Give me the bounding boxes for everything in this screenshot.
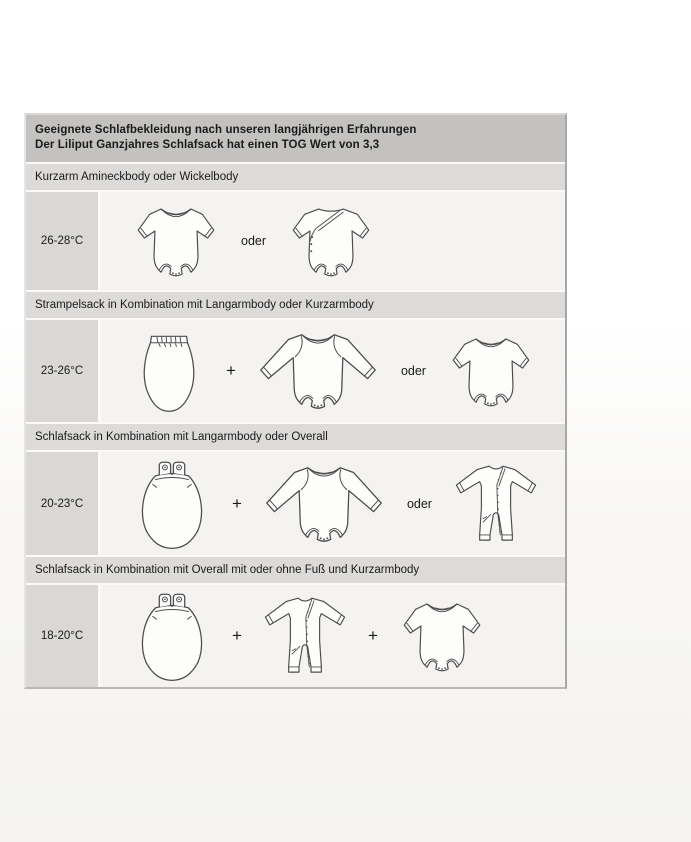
table-body [26,162,565,687]
connector-oder: oder [241,234,267,248]
overall-icon [453,456,539,552]
section-title: Strampelsack in Kombination mit Langarmbody oder Kurzarmbody [35,299,374,311]
row-content [101,192,565,290]
schlafsack-icon [132,458,212,554]
kurzarmbody-icon [132,202,220,281]
row-content [101,585,565,687]
connector-plus: + [226,361,236,380]
connector-plus: + [367,626,378,645]
table-title [26,115,565,162]
table-title-line2: Der Liliput Ganzjahres Schlafsack hat einen TOG Wert von 3,3 [35,139,380,151]
table-row [26,450,565,555]
connector-plus: + [232,626,242,645]
connector-oder: oder [406,496,432,511]
temperature-section [26,290,565,422]
connector-plus: + [232,493,242,513]
strampelsack-icon [132,327,206,415]
section-title: Schlafsack in Kombination mit Langarmbody oder Overall [35,431,328,443]
section-title: Kurzarm Amineckbody oder Wickelbody [35,171,239,183]
schlafsack-icon [132,590,212,686]
section-header [26,290,565,318]
table-title-line1: Geeignete Schlafbekleidung nach unseren langjährigen Erfahrungen [35,124,417,136]
langarmbody-icon [262,460,386,548]
temperature-section [26,162,565,290]
table-row [26,190,565,290]
temperature-label: 26-28°C [26,192,101,290]
kurzarmbody-icon [447,332,535,411]
sleepwear-table [24,113,567,689]
section-title: Schlafsack in Kombination mit Overall mit oder ohne Fuß und Kurzarmbody [35,564,420,576]
kurzarmbody-icon [398,597,486,676]
section-header [26,422,565,450]
temperature-label: 23-26°C [26,320,101,422]
temperature-section [26,422,565,555]
wickelbody-icon [287,202,375,281]
langarmbody-icon [256,327,380,415]
temperature-section [26,555,565,687]
temperature-label: 18-20°C [26,585,101,687]
overall-icon [262,588,348,684]
row-content [101,452,565,555]
connector-oder: oder [400,364,426,378]
table-row [26,318,565,422]
section-header [26,555,565,583]
table-row [26,583,565,687]
section-header [26,162,565,190]
temperature-label: 20-23°C [26,452,101,555]
row-content [101,320,565,422]
